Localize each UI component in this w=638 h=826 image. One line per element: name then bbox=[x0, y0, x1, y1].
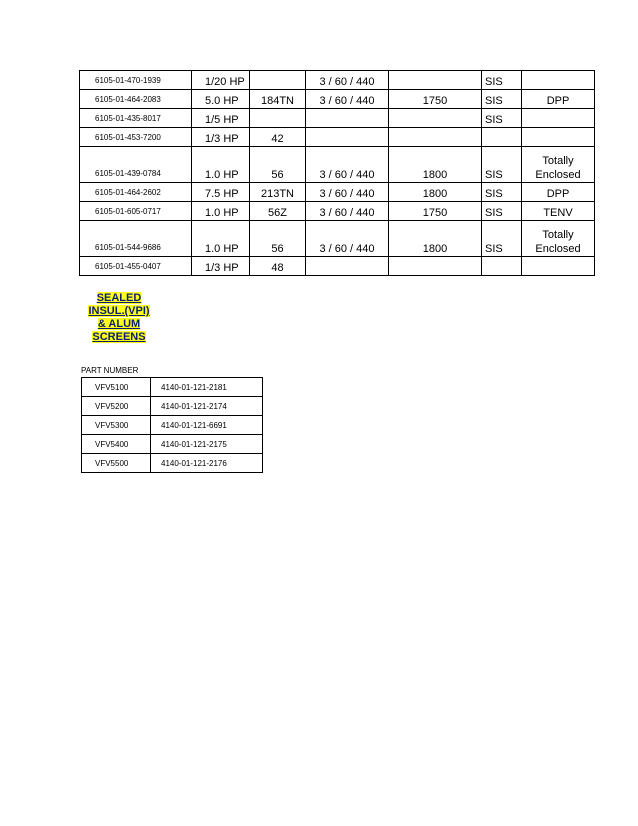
heading-line: SCREENS bbox=[92, 331, 146, 343]
table-row bbox=[80, 109, 595, 128]
type-cell: SIS bbox=[482, 221, 522, 257]
horsepower-cell: 1.0 HP bbox=[192, 221, 250, 257]
table-row bbox=[80, 90, 595, 109]
rpm-cell bbox=[389, 109, 482, 128]
type-cell: SIS bbox=[482, 71, 522, 90]
table-row bbox=[82, 416, 263, 435]
rpm-cell bbox=[389, 128, 482, 147]
table-row bbox=[80, 257, 595, 276]
enclosure-line: Enclosed bbox=[535, 243, 581, 255]
power-cell: 3 / 60 / 440 bbox=[306, 90, 389, 109]
table-row bbox=[80, 147, 595, 183]
power-cell: 3 / 60 / 440 bbox=[306, 183, 389, 202]
type-cell: SIS bbox=[482, 147, 522, 183]
frame-cell: 48 bbox=[250, 257, 306, 276]
nsn-cell: 6105-01-453-7200 bbox=[80, 128, 192, 147]
part-nsn-cell: 4140-01-121-6691 bbox=[151, 416, 263, 435]
model-cell: VFV5100 bbox=[82, 378, 151, 397]
type-cell: SIS bbox=[482, 183, 522, 202]
frame-cell: 184TN bbox=[250, 90, 306, 109]
enclosure-cell bbox=[522, 202, 595, 221]
power-cell: 3 / 60 / 440 bbox=[306, 147, 389, 183]
table-row bbox=[82, 378, 263, 397]
horsepower-cell: 1.0 HP bbox=[192, 202, 250, 221]
enclosure-line: Enclosed bbox=[535, 169, 581, 181]
nsn-cell: 6105-01-605-0717 bbox=[80, 202, 192, 221]
frame-cell bbox=[250, 109, 306, 128]
enclosure-cell bbox=[522, 90, 595, 109]
table-row bbox=[80, 221, 595, 257]
nsn-cell: 6105-01-435-8017 bbox=[80, 109, 192, 128]
rpm-cell bbox=[389, 71, 482, 90]
power-cell: 3 / 60 / 440 bbox=[306, 221, 389, 257]
table-row bbox=[82, 454, 263, 473]
frame-cell bbox=[250, 71, 306, 90]
nsn-cell: 6105-01-464-2602 bbox=[80, 183, 192, 202]
type-cell: SIS bbox=[482, 90, 522, 109]
model-cell: VFV5300 bbox=[82, 416, 151, 435]
horsepower-cell: 7.5 HP bbox=[192, 183, 250, 202]
table-row bbox=[82, 435, 263, 454]
enclosure-line: TENV bbox=[543, 207, 573, 219]
enclosure-cell bbox=[522, 221, 595, 257]
enclosure-cell bbox=[522, 128, 595, 147]
frame-cell: 213TN bbox=[250, 183, 306, 202]
table-row bbox=[80, 202, 595, 221]
rpm-cell: 1800 bbox=[389, 183, 482, 202]
enclosure-cell bbox=[522, 183, 595, 202]
enclosure-cell bbox=[522, 257, 595, 276]
nsn-cell: 6105-01-455-0407 bbox=[80, 257, 192, 276]
nsn-cell: 6105-01-544-9686 bbox=[80, 221, 192, 257]
enclosure-line: Totally bbox=[542, 229, 574, 241]
type-cell bbox=[482, 128, 522, 147]
enclosure-line: Totally bbox=[542, 155, 574, 167]
power-cell bbox=[306, 109, 389, 128]
frame-cell: 56 bbox=[250, 147, 306, 183]
horsepower-cell: 1/5 HP bbox=[192, 109, 250, 128]
power-cell: 3 / 60 / 440 bbox=[306, 202, 389, 221]
power-cell: 3 / 60 / 440 bbox=[306, 71, 389, 90]
horsepower-cell: 1/3 HP bbox=[192, 128, 250, 147]
type-cell bbox=[482, 257, 522, 276]
sealed-insul-heading bbox=[80, 292, 158, 344]
rpm-cell: 1800 bbox=[389, 147, 482, 183]
type-cell: SIS bbox=[482, 202, 522, 221]
part-number-table bbox=[81, 377, 263, 473]
nsn-cell: 6105-01-439-0784 bbox=[80, 147, 192, 183]
enclosure-cell bbox=[522, 109, 595, 128]
part-number-table-body bbox=[82, 378, 263, 473]
rpm-cell: 1750 bbox=[389, 90, 482, 109]
horsepower-cell: 1.0 HP bbox=[192, 147, 250, 183]
power-cell bbox=[306, 128, 389, 147]
part-nsn-cell: 4140-01-121-2176 bbox=[151, 454, 263, 473]
heading-line: SEALED bbox=[96, 292, 142, 304]
model-cell: VFV5400 bbox=[82, 435, 151, 454]
part-nsn-cell: 4140-01-121-2181 bbox=[151, 378, 263, 397]
heading-line: INSUL.(VPI) bbox=[88, 305, 150, 317]
power-cell bbox=[306, 257, 389, 276]
type-cell: SIS bbox=[482, 109, 522, 128]
model-cell: VFV5500 bbox=[82, 454, 151, 473]
motor-spec-table bbox=[79, 70, 595, 276]
table-row bbox=[82, 397, 263, 416]
rpm-cell: 1800 bbox=[389, 221, 482, 257]
table-row bbox=[80, 128, 595, 147]
table-row bbox=[80, 183, 595, 202]
enclosure-line: DPP bbox=[546, 95, 570, 107]
rpm-cell bbox=[389, 257, 482, 276]
part-nsn-cell: 4140-01-121-2174 bbox=[151, 397, 263, 416]
model-cell: VFV5200 bbox=[82, 397, 151, 416]
horsepower-cell: 5.0 HP bbox=[192, 90, 250, 109]
horsepower-cell: 1/3 HP bbox=[192, 257, 250, 276]
motor-spec-table-body bbox=[80, 71, 595, 276]
enclosure-cell bbox=[522, 71, 595, 90]
heading-line: & ALUM bbox=[97, 318, 141, 330]
nsn-cell: 6105-01-464-2083 bbox=[80, 90, 192, 109]
horsepower-cell: 1/20 HP bbox=[192, 71, 250, 90]
frame-cell: 56 bbox=[250, 221, 306, 257]
part-number-header: PART NUMBER bbox=[81, 366, 139, 375]
enclosure-cell bbox=[522, 147, 595, 183]
enclosure-line: DPP bbox=[546, 188, 570, 200]
frame-cell: 56Z bbox=[250, 202, 306, 221]
frame-cell: 42 bbox=[250, 128, 306, 147]
nsn-cell: 6105-01-470-1939 bbox=[80, 71, 192, 90]
rpm-cell: 1750 bbox=[389, 202, 482, 221]
part-nsn-cell: 4140-01-121-2175 bbox=[151, 435, 263, 454]
table-row bbox=[80, 71, 595, 90]
